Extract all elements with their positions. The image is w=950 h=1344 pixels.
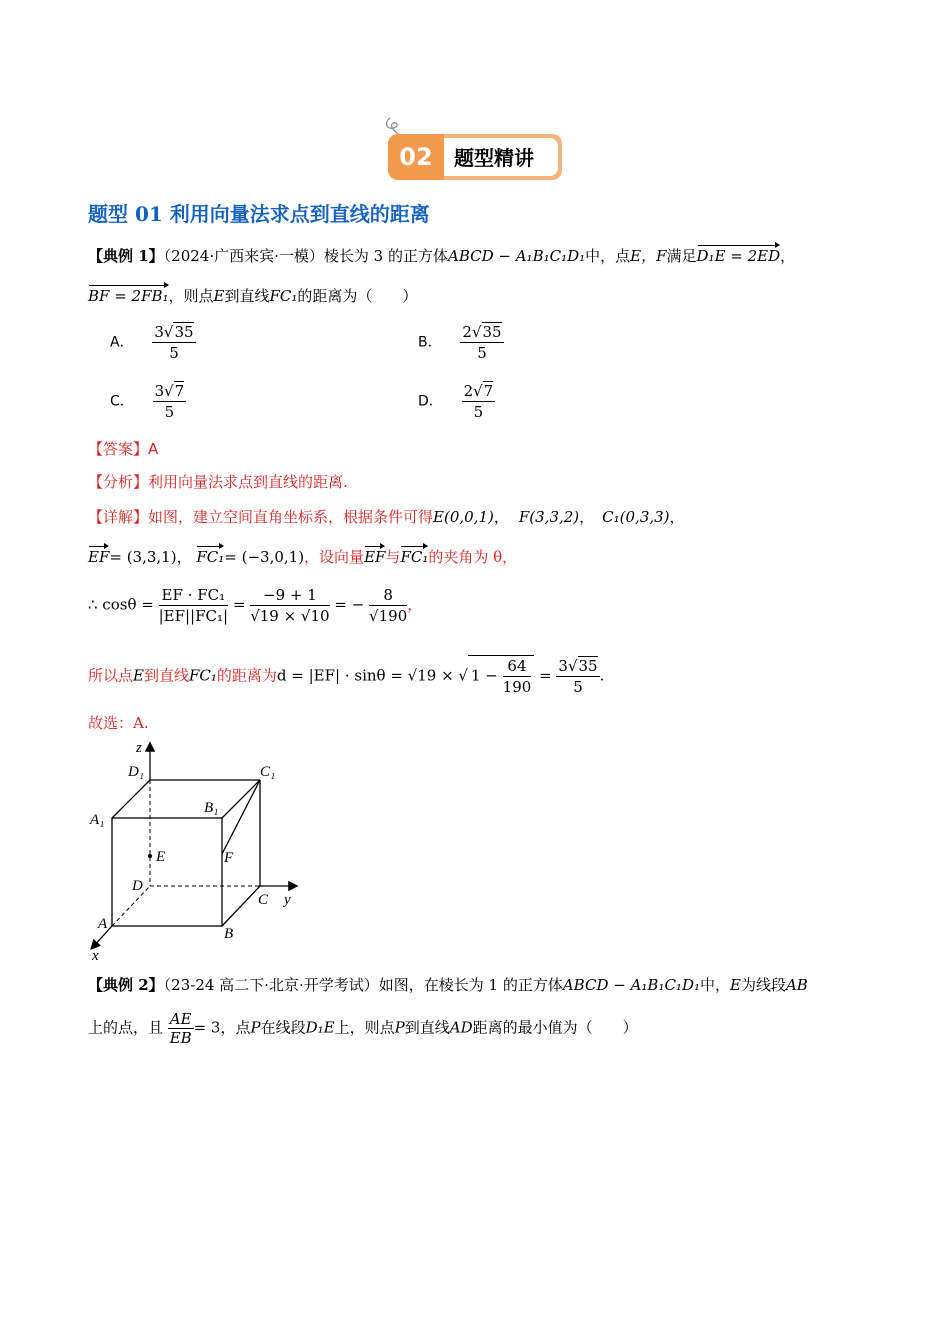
label-c: C bbox=[258, 892, 269, 908]
coord-f: F(3,3,2) bbox=[518, 508, 580, 526]
dist-text-a: 所以点 bbox=[88, 666, 134, 685]
example1-points: E，F bbox=[630, 247, 667, 265]
example2-stem-a: 如图，在棱长为 1 的正方体 bbox=[378, 976, 563, 994]
option-d-den: 5 bbox=[473, 403, 484, 421]
example1-stem-b: 中，点 bbox=[585, 247, 631, 265]
example2-point-e: E bbox=[730, 976, 741, 994]
answer-label: 【答案】 bbox=[88, 440, 149, 458]
edge-b1c1 bbox=[222, 780, 260, 818]
option-a-label: A． bbox=[110, 334, 134, 351]
example1-line-fc: FC₁ bbox=[269, 287, 298, 305]
vec-fc1-value: = (−3,0,1) bbox=[224, 548, 305, 566]
dist-res-coef: 3 bbox=[558, 657, 568, 675]
example2-stem-d: 上的点，且 bbox=[88, 1018, 164, 1037]
option-d-coef: 2 bbox=[463, 382, 474, 400]
label-e: E bbox=[156, 849, 166, 865]
front-face bbox=[112, 818, 222, 926]
answer-value: A bbox=[148, 440, 159, 458]
cos-num3: 8 bbox=[369, 585, 407, 606]
example2-stem-b: 中， bbox=[699, 976, 730, 994]
option-c-rad: 7 bbox=[174, 382, 185, 400]
label-d: D bbox=[132, 878, 143, 894]
dist-root-num: 64 bbox=[503, 656, 532, 677]
option-c-den: 5 bbox=[164, 403, 175, 421]
cube-figure bbox=[80, 738, 310, 964]
analysis-label: 【分析】 bbox=[88, 473, 149, 491]
label-a1: A₁ bbox=[90, 812, 105, 828]
example1-cond1: D₁E = 2ED bbox=[696, 247, 781, 265]
distance-equation: 所以点E到直线FC₁的距离为d = |EF| · sinθ = √19 × √ 1 − $\frac{64}{190}$ = $\frac{3√35}{5}$ . bbox=[88, 657, 605, 696]
point-e-dot bbox=[148, 854, 152, 858]
example2-stem-g: 上，则点 bbox=[334, 1018, 395, 1037]
dist-text-b: 到直线 bbox=[143, 666, 189, 685]
example2-frac-value: = 3 bbox=[193, 1018, 221, 1037]
label-c1: C₁ bbox=[260, 764, 276, 780]
example2-stem-f: 在线段 bbox=[260, 1018, 306, 1037]
option-b-coef: 2 bbox=[462, 323, 472, 341]
option-c[interactable]: C． $\frac{3√7}{5}$ bbox=[110, 382, 185, 421]
analysis-line bbox=[88, 471, 348, 492]
example1-source: （2024·广西来宾·一模） bbox=[163, 247, 324, 265]
option-a[interactable]: A． $\frac{3√35}{5}$ bbox=[110, 323, 194, 362]
answer-line bbox=[88, 438, 158, 459]
example1-label: 【典例 1】 bbox=[88, 247, 164, 265]
cos-den2: √19 × √10 bbox=[250, 607, 330, 625]
example2-point-p: P bbox=[250, 1018, 261, 1037]
detail-line2: EF= (3,3,1)， FC₁= (−3,0,1)，设向量EF与FC₁的夹角为 θ， bbox=[88, 548, 518, 566]
example2-stem-i: 距离的最小值为（ ） bbox=[472, 1018, 638, 1037]
edge-bc bbox=[222, 886, 260, 926]
option-b-den: 5 bbox=[477, 344, 487, 362]
cos-equation: ∴ cosθ = $\frac{\text{EF · FC₁}}{\text{|EF||FC₁|}}$ = $\frac{-9 + 1}{√19 \times √10}$ = − $\frac{8}{√190}$ ， bbox=[88, 586, 423, 625]
example2-label: 【典例 2】 bbox=[88, 976, 164, 994]
example1-stem-line2 bbox=[88, 285, 417, 306]
option-c-coef: 3 bbox=[154, 382, 165, 400]
segment-fc1 bbox=[222, 780, 260, 854]
example2-stem-e: ，点 bbox=[220, 1018, 251, 1037]
option-b-label: B． bbox=[418, 334, 442, 351]
dist-point-e: E bbox=[133, 666, 144, 685]
example1-stem-f: 的距离为（ ） bbox=[297, 287, 418, 305]
option-a-rad: 35 bbox=[174, 323, 194, 341]
label-b1: B₁ bbox=[204, 800, 219, 816]
dist-root-den: 190 bbox=[502, 678, 532, 696]
label-f: F bbox=[224, 850, 234, 866]
example2-source: （23-24 高二下·北京·开学考试） bbox=[163, 976, 379, 994]
option-a-coef: 3 bbox=[154, 323, 164, 341]
example2-stem-line2 bbox=[88, 1010, 638, 1047]
example2-seg-ad: AD bbox=[449, 1018, 473, 1037]
label-a: A bbox=[98, 916, 108, 932]
example1-cond2: BF = 2FB₁ bbox=[88, 287, 169, 305]
label-y: y bbox=[284, 892, 291, 908]
vec-fc1-ref: FC₁ bbox=[400, 548, 429, 566]
label-x: x bbox=[92, 948, 99, 964]
analysis-text: 利用向量法求点到直线的距离. bbox=[148, 473, 348, 491]
dist-formula: d = |EF| · sinθ = √19 × bbox=[276, 666, 454, 685]
example1-stem-e: 到直线 bbox=[224, 287, 270, 305]
option-b-rad: 35 bbox=[482, 323, 502, 341]
dist-res-den: 5 bbox=[573, 678, 583, 696]
cos-den3: √190 bbox=[369, 607, 408, 625]
cos-den1: |EF||FC₁| bbox=[158, 607, 229, 625]
label-z: z bbox=[136, 740, 142, 756]
example2-frac-den: EB bbox=[169, 1029, 192, 1047]
option-b[interactable]: B． $\frac{2√35}{5}$ bbox=[418, 323, 502, 362]
example1-stem-line1: 【典例 1】（2024·广西来宾·一模）棱长为 3 的正方体ABCD − A₁B₁C₁D₁中，点E，F满足D₁E = 2ED， bbox=[88, 247, 796, 265]
dist-text-c: 的距离为 bbox=[216, 666, 277, 685]
example2-stem-line1 bbox=[88, 974, 808, 995]
cos-num2: −9 + 1 bbox=[250, 585, 329, 606]
example2-cube: ABCD − A₁B₁C₁D₁ bbox=[562, 976, 700, 994]
example1-stem-c: 满足 bbox=[666, 247, 697, 265]
edge-a1d1 bbox=[112, 780, 150, 818]
example2-seg-d1e: D₁E bbox=[305, 1018, 335, 1037]
cos-num1: EF · FC₁ bbox=[159, 585, 228, 606]
choose-line: 故选：A. bbox=[88, 714, 149, 732]
example1-stem-d: ，则点 bbox=[168, 287, 214, 305]
section-badge bbox=[388, 120, 564, 182]
option-d-label: D． bbox=[418, 393, 443, 410]
example2-frac-num: AE bbox=[169, 1010, 192, 1028]
vec-fc1: FC₁ bbox=[196, 548, 225, 566]
option-a-den: 5 bbox=[169, 344, 179, 362]
detail-line1: 【详解】如图，建立空间直角坐标系，根据条件可得E(0,0,1)， F(3,3,2)， C₁(0,3,3)， bbox=[88, 508, 685, 526]
detail-text-c: 与 bbox=[385, 548, 401, 566]
section-title: 题型 01 利用向量法求点到直线的距离 bbox=[88, 202, 430, 226]
vec-ef: EF bbox=[88, 548, 110, 566]
vec-ef-ref: EF bbox=[364, 548, 386, 566]
label-d1: D₁ bbox=[128, 764, 145, 780]
badge-title: 题型精讲 bbox=[454, 146, 534, 170]
detail-text-a: 如图，建立空间直角坐标系，根据条件可得 bbox=[148, 508, 434, 526]
coord-e: E(0,0,1) bbox=[433, 508, 494, 526]
badge-number: 02 bbox=[388, 134, 444, 180]
example2-stem-c: 为线段 bbox=[740, 976, 786, 994]
detail-text-b: ，设向量 bbox=[304, 548, 365, 566]
example1-point-e: E bbox=[213, 287, 225, 305]
dist-line-fc: FC₁ bbox=[188, 666, 217, 685]
detail-text-d: 的夹角为 θ， bbox=[428, 548, 518, 566]
dist-root-1: 1 − bbox=[470, 666, 498, 685]
example2-seg-ab: AB bbox=[785, 976, 808, 994]
example1-stem-a: 棱长为 3 的正方体 bbox=[323, 247, 448, 265]
vec-ef-value: = (3,3,1) bbox=[109, 548, 177, 566]
detail-label: 【详解】 bbox=[88, 508, 149, 526]
option-d[interactable]: D． $\frac{2√7}{5}$ bbox=[418, 382, 494, 421]
option-c-label: C． bbox=[110, 393, 134, 410]
cos-lhs: ∴ cosθ = bbox=[88, 595, 154, 614]
dist-res-rad: 35 bbox=[578, 657, 598, 675]
label-b: B bbox=[224, 926, 234, 942]
example2-stem-h: 到直线 bbox=[404, 1018, 450, 1037]
example1-cube: ABCD − A₁B₁C₁D₁ bbox=[447, 247, 586, 265]
edge-ad bbox=[112, 886, 150, 926]
example2-point-p2: P bbox=[394, 1018, 405, 1037]
option-d-rad: 7 bbox=[483, 382, 494, 400]
coord-c1: C₁(0,3,3) bbox=[602, 508, 670, 526]
